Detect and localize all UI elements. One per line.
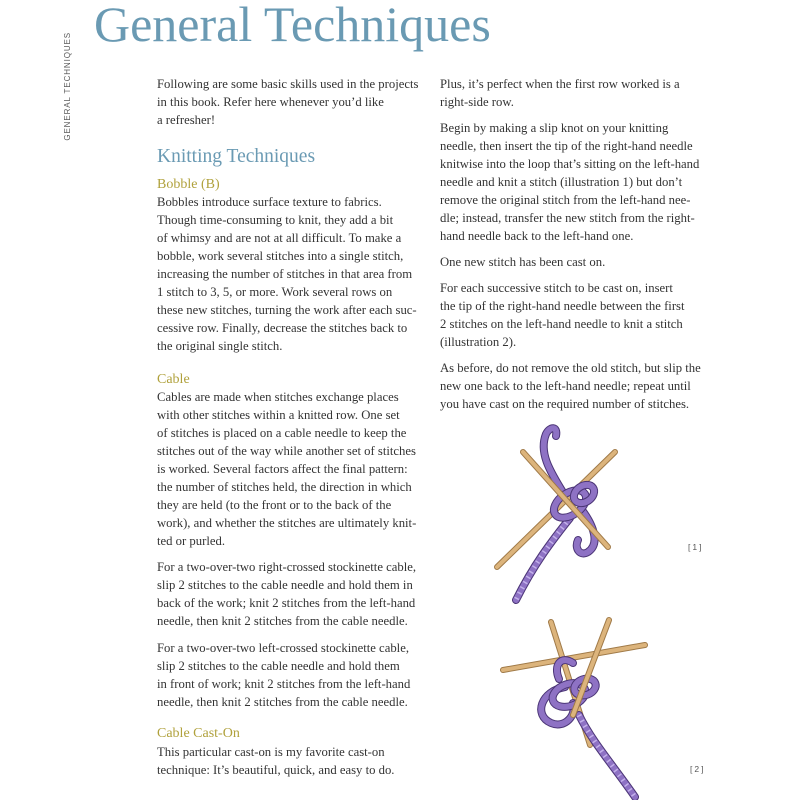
cable-paragraph: Cables are made when stitches exchange places with other stitches within a knitted row. One set of stitches is placed on a cable needle to keep the stitches out of the way while another set of stitches is worked. Several factors affect the final pattern: the number of stitches held, the direction in which they are held (to the front or to the back of the work), and whether the stitches are ultimately knit- ted or purled.	[157, 390, 417, 548]
bobble-paragraph: Bobbles introduce surface texture to fabrics. Though time-consuming to knit, they add a bit of whimsy and are not at all difficult. To make a bobble, work several stitches into a single stitch, increasing the number of stitches in that area from 1 stitch to 3, 5, or more. Work several rows on these new stitches, turning the work after each suc- cessive row. Finally, decrease the stitches back to the original single stitch.	[157, 195, 417, 353]
section-heading: Knitting Techniques	[157, 146, 316, 167]
running-head: GENERAL TECHNIQUES	[63, 32, 72, 141]
cable-heading: Cable	[157, 372, 190, 387]
right-paragraph: Plus, it’s perfect when the first row worked is a right-side row.	[440, 77, 680, 109]
illustration-1-knitting-needles	[490, 420, 665, 605]
illustration-2-knitting-needles	[495, 615, 660, 800]
illustration-1-label: [1]	[688, 542, 704, 552]
yarn-tail	[516, 518, 570, 600]
right-paragraph: For each successive stitch to be cast on, insert the tip of the right-hand needle between the first 2 stitches on the left-hand needle to knit a stitch (illustration 2).	[440, 281, 685, 349]
cable-cast-on-paragraph: This particular cast-on is my favorite cast-on technique: It’s beautiful, quick, and easy to do.	[157, 745, 395, 777]
cable-cast-on-heading: Cable Cast-On	[157, 726, 240, 741]
page-title: General Techniques	[94, 0, 491, 52]
right-paragraph: As before, do not remove the old stitch, but slip the new one back to the left-hand needle; repeat until you have cast on the required number of stitches.	[440, 361, 701, 411]
bobble-heading: Bobble (B)	[157, 177, 220, 192]
needle-body	[573, 620, 609, 715]
illustration-2-label: [2]	[690, 764, 706, 774]
left-crossed-cable-paragraph: For a two-over-two left-crossed stockinette cable, slip 2 stitches to the cable needle and hold them in front of work; knit 2 stitches from the left-hand needle, then knit 2 stitches from the cable needle.	[157, 641, 411, 709]
right-crossed-cable-paragraph: For a two-over-two right-crossed stockinette cable, slip 2 stitches to the cable needle and hold them in back of the work; knit 2 stitches from the left-hand needle, then knit 2 stitches from the cable needle.	[157, 560, 417, 628]
needle-right-hand	[573, 620, 609, 715]
right-paragraph: Begin by making a slip knot on your knitting needle, then insert the tip of the right-hand needle knitwise into the loop that’s sitting on the left-hand needle and knit a stitch (illustration 1) but don’t remove the original stitch from the left-hand nee- dle; instead, transfer the new stitch from the right- hand needle back to the left-hand one.	[440, 121, 700, 243]
intro-paragraph: Following are some basic skills used in the projects in this book. Refer here whenever you’d like a refresher!	[157, 77, 419, 127]
right-paragraph: One new stitch has been cast on.	[440, 255, 606, 269]
